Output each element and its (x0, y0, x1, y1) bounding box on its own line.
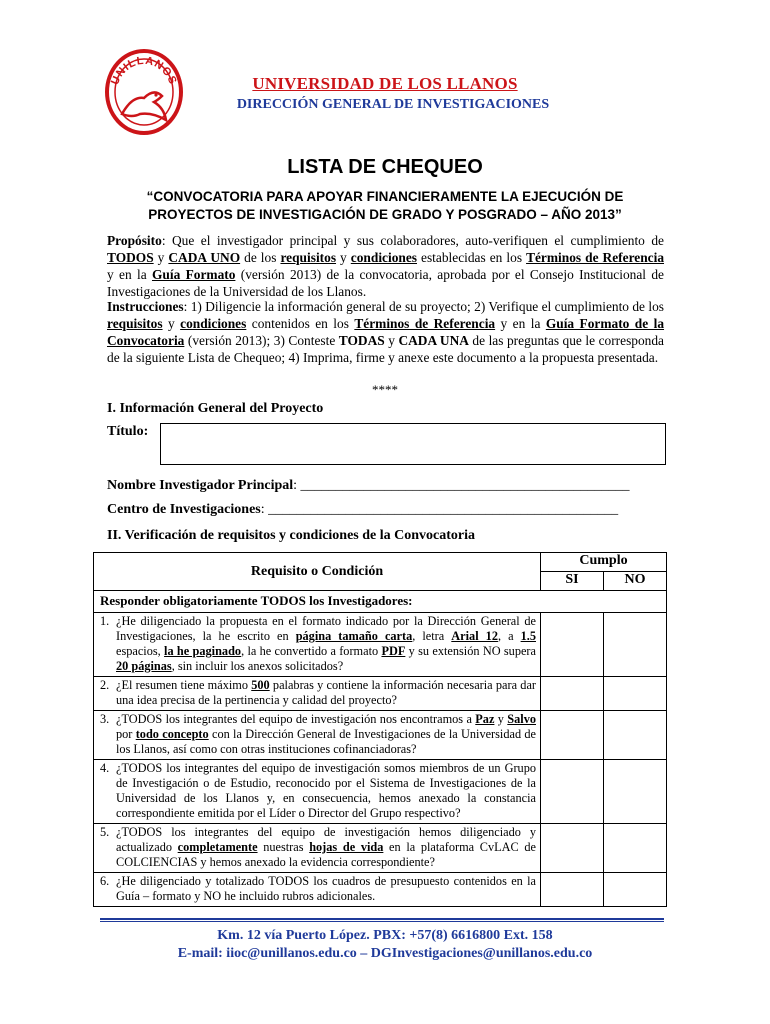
centro-label: Centro de Investigaciones (107, 502, 261, 517)
emphasis: condiciones (350, 250, 417, 265)
item-text: ¿TODOS los integrantes del equipo de investigación somos miembros de un Grupo de Investigación o de Estudio, reconocido por el Sistema de Investigaciones de la Universidad de los Llanos y, en consecuencia, hemos anexado la constancia correspondiente emitida por el Líder o Director del Grupo respectivo? (116, 761, 536, 820)
item-text (116, 614, 536, 674)
text: palabras y contiene la información necesaria para dar una idea precisa de la pertinencia y calidad del proyecto? (116, 678, 536, 707)
text: (versión 2013); 3) Conteste (184, 333, 339, 348)
emphasis: Guía Formato de la Convocatoria (107, 316, 665, 348)
text: con la Dirección General de Investigaciones de la Universidad de los Llanos, así como con otras instituciones cofinanciadoras? (116, 727, 537, 756)
col-cumplo-header: Cumplo (541, 553, 667, 572)
group-row (94, 591, 667, 613)
emphasis: TODAS (338, 333, 385, 348)
text: , letra (412, 629, 452, 643)
no-checkbox[interactable] (604, 760, 667, 824)
emphasis: requisitos (107, 316, 163, 331)
item-number: 2. (100, 678, 110, 692)
emphasis: CADA UNA (398, 333, 469, 348)
text: y (336, 250, 351, 265)
text: : Que el investigador principal y sus colaboradores, auto-verifiquen el cumplimiento de (161, 233, 664, 248)
footer-email: E-mail: iioc@unillanos.edu.co – DGInvestigaciones@unillanos.edu.co (177, 946, 593, 961)
emphasis: Salvo (507, 712, 536, 726)
instructions-label: Instrucciones (107, 299, 184, 314)
table-row (94, 873, 667, 907)
emphasis: condiciones (180, 316, 247, 331)
document-subtitle (100, 188, 670, 224)
item-number: 1. (100, 614, 110, 628)
footer-divider (100, 918, 664, 920)
section-1-heading: I. Información General del Proyecto (107, 401, 324, 416)
footer-address: Km. 12 vía Puerto López. PBX: +57(8) 6616800 Ext. 158 (217, 928, 553, 943)
svg-text:UNILLANOS: UNILLANOS (109, 54, 179, 87)
text: y (384, 333, 399, 348)
no-checkbox[interactable] (604, 677, 667, 711)
text: por (116, 727, 136, 741)
text: ¿TODOS los integrantes del equipo de investigación hemos diligenciado y actualizado (116, 825, 536, 854)
emphasis: Paz (475, 712, 495, 726)
table-row (94, 824, 667, 873)
titulo-label: Título: (107, 424, 149, 439)
text: , a (497, 629, 521, 643)
col-si-header: SI (541, 572, 604, 591)
si-checkbox[interactable] (541, 824, 604, 873)
text: ¿El resumen tiene máximo (116, 678, 252, 692)
requisito-cell (94, 760, 541, 824)
emphasis: todo concepto (135, 727, 209, 741)
emphasis: Guía Formato (151, 267, 236, 282)
text: y en la (107, 267, 152, 282)
text: en la plataforma CvLAC de COLCIENCIAS y hemos anexado la evidencia correspondiente? (116, 840, 536, 869)
university-name: UNIVERSIDAD DE LOS LLANOS (252, 74, 518, 93)
text: ¿He diligenciado la propuesta en el formato indicado por la Dirección General de Investigaciones, la he escrito en (116, 614, 536, 643)
item-text (116, 712, 536, 757)
table-row (94, 677, 667, 711)
text: espacios, (116, 644, 165, 658)
emphasis: 1.5 (520, 629, 536, 643)
investigador-label: Nombre Investigador Principal (107, 478, 294, 493)
document-title: LISTA DE CHEQUEO (287, 156, 483, 178)
emphasis: Términos de Referencia (354, 316, 496, 331)
text: contenidos en los (246, 316, 355, 331)
emphasis: hojas de vida (309, 840, 384, 854)
text: nuestras (257, 840, 310, 854)
no-checkbox[interactable] (604, 873, 667, 907)
centro-field[interactable] (107, 502, 618, 518)
item-text (116, 825, 536, 870)
group-label: Responder obligatoriamente TODOS los Investigadores: (94, 591, 667, 613)
text: , la he convertido a formato (241, 644, 382, 658)
table-row (94, 760, 667, 824)
emphasis: requisitos (280, 250, 337, 265)
subtitle-line-1: “CONVOCATORIA PARA APOYAR FINANCIERAMENTE LA EJECUCIÓN DE (146, 189, 624, 204)
footer-divider-thin (100, 921, 664, 922)
section-2-heading: II. Verificación de requisitos y condiciones de la Convocatoria (107, 528, 476, 543)
purpose-paragraph (107, 232, 664, 300)
text: y (162, 316, 181, 331)
emphasis: PDF (381, 644, 406, 658)
text: , sin incluir los anexos solicitados? (171, 659, 344, 673)
emphasis: página tamaño carta (295, 629, 413, 643)
emphasis: 500 (251, 678, 270, 692)
text: y su extensión NO supera (405, 644, 536, 658)
no-checkbox[interactable] (604, 613, 667, 677)
requisito-cell (94, 824, 541, 873)
si-checkbox[interactable] (541, 873, 604, 907)
si-checkbox[interactable] (541, 613, 604, 677)
item-text: ¿He diligenciado y totalizado TODOS los cuadros de presupuesto contenidos en la Guía – formato y NO he incluido rubros adicionales. (116, 874, 536, 903)
emphasis: Términos de Referencia (526, 250, 665, 265)
requisito-cell (94, 873, 541, 907)
col-no-header: NO (604, 572, 667, 591)
emphasis: 20 páginas (116, 659, 172, 673)
checklist-table (93, 552, 667, 907)
si-checkbox[interactable] (541, 677, 604, 711)
text: ¿TODOS los integrantes del equipo de investigación nos encontramos a (116, 712, 476, 726)
item-number: 4. (100, 761, 110, 775)
item-number: 6. (100, 874, 110, 888)
text: establecidas en los (417, 250, 527, 265)
titulo-field[interactable] (160, 423, 666, 465)
text: y en la (495, 316, 546, 331)
item-text (116, 678, 536, 708)
item-number: 5. (100, 825, 110, 839)
text: de los (240, 250, 281, 265)
investigador-field[interactable] (107, 478, 630, 494)
emphasis: la he paginado (164, 644, 242, 658)
text: : 1) Diligencie la información general de su proyecto; 2) Verifique el cumplimiento de los (183, 299, 664, 314)
emphasis: Arial 12 (451, 629, 498, 643)
text: y (153, 250, 169, 265)
requisito-cell (94, 711, 541, 760)
separator-stars: **** (372, 382, 398, 397)
header-row (94, 553, 667, 572)
no-checkbox[interactable] (604, 824, 667, 873)
text: (versión 2013) de la convocatoria, aprobada por el Consejo Institucional de Investigaciones de la Universidad de los Llanos. (107, 267, 664, 299)
subtitle-line-2: PROYECTOS DE INVESTIGACIÓN DE GRADO Y POSGRADO – AÑO 2013” (148, 207, 622, 222)
requisito-cell (94, 613, 541, 677)
table-row (94, 711, 667, 760)
emphasis: CADA UNO (168, 250, 241, 265)
no-checkbox[interactable] (604, 711, 667, 760)
table-row (94, 613, 667, 677)
si-checkbox[interactable] (541, 711, 604, 760)
item-number: 3. (100, 712, 110, 726)
text: de las preguntas que le corresponda de la siguiente Lista de Chequeo; 4) Imprima, firme y anexe este documento a la propuesta presentada. (107, 333, 665, 365)
col-requisito-header: Requisito o Condición (94, 553, 541, 591)
requisito-cell (94, 677, 541, 711)
investigador-line: : _______________________________________________ (293, 478, 630, 493)
emphasis: TODOS (107, 250, 154, 265)
centro-line: : __________________________________________________ (260, 502, 619, 517)
purpose-label: Propósito (107, 233, 162, 248)
emphasis: completamente (177, 840, 258, 854)
text: y (494, 712, 508, 726)
si-checkbox[interactable] (541, 760, 604, 824)
instructions-paragraph (107, 298, 664, 366)
department-name: DIRECCIÓN GENERAL DE INVESTIGACIONES (236, 97, 550, 112)
